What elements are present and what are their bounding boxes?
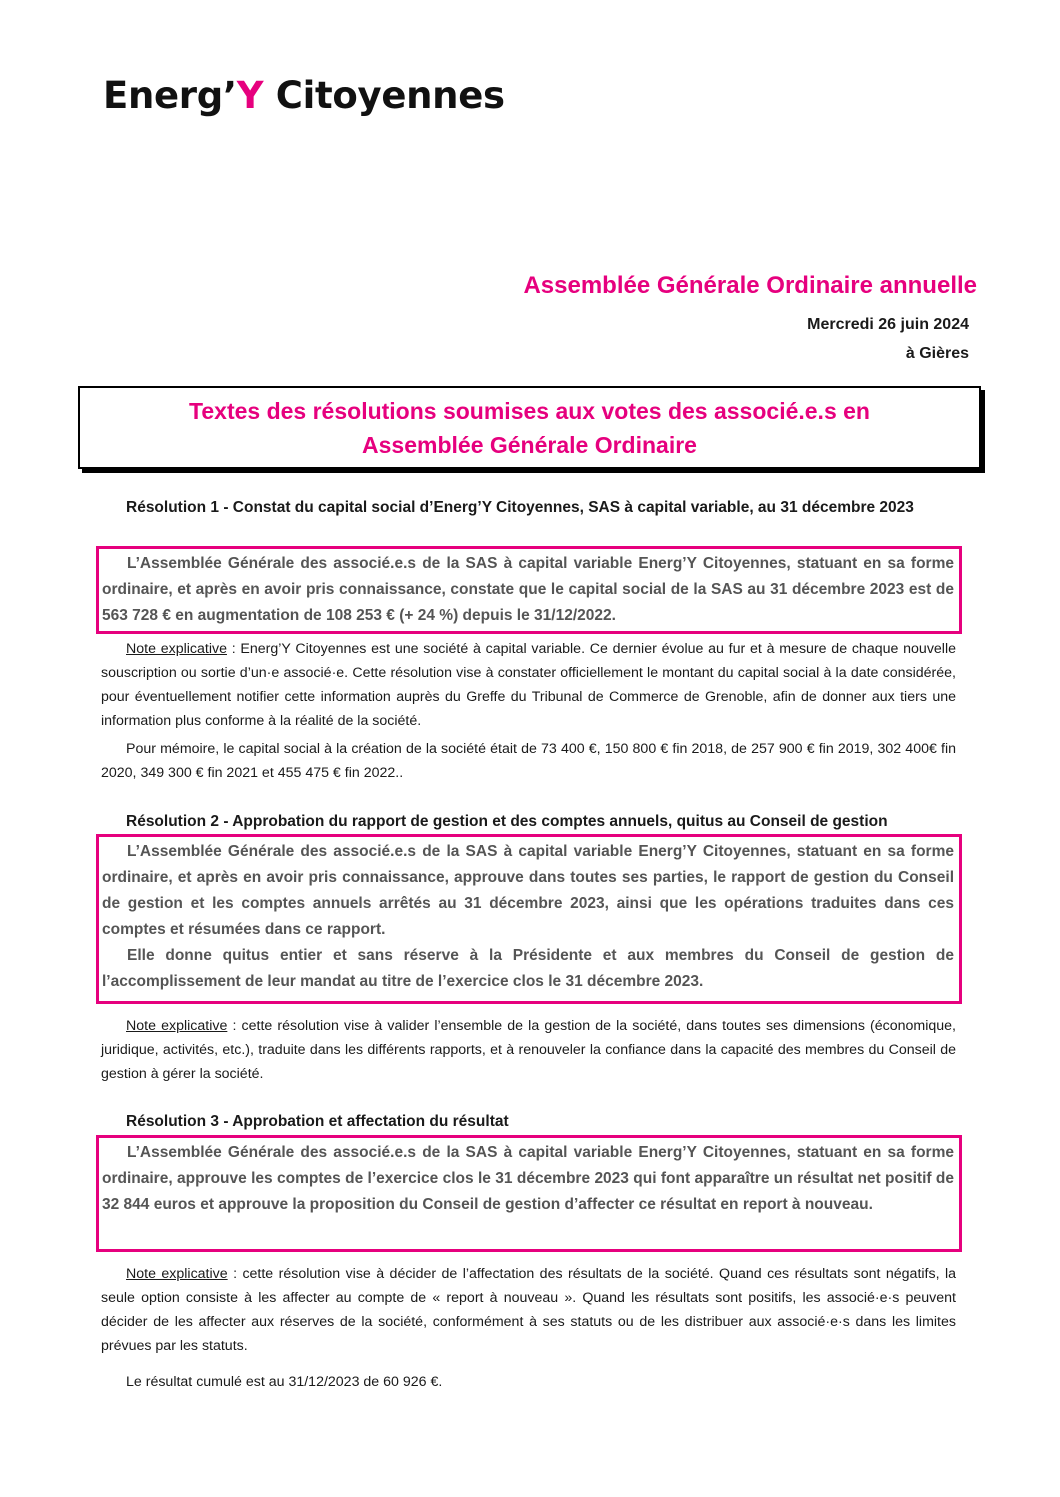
resolution-3-paragraph: L’Assemblée Générale des associé.e.s de la SAS à capital variable Energ’Y Citoyennes, statuant en sa forme ordinaire, approuve les comptes de l’exercice clos le 31 décembre 2023 qui font apparaître un résultat net positif de 32 844 euros et approuve la proposition du Conseil de gestion d’affecter ce résultat en report à nouveau. bbox=[102, 1144, 954, 1213]
banner-line-1: Textes des résolutions soumises aux votes des associé.e.s en bbox=[189, 397, 870, 424]
note-text: : cette résolution vise à décider de l’affectation des résultats de la société. Quand ces résultats sont négatifs, la seule option consiste à les affecter au compte de « report à nouveau ». Quand les résultats sont positifs, les associé·e·s peuvent décider de les affecter aux réserves de la société, conformément à ses statuts ou de les distribuer aux associé·e·s dans les limites prévues par les statuts. bbox=[101, 1266, 956, 1354]
resolution-1-note bbox=[101, 637, 956, 785]
assembly-title: Assemblée Générale Ordinaire annuelle bbox=[523, 272, 977, 299]
resolution-2-note bbox=[101, 1014, 956, 1086]
cumulative-result: Le résultat cumulé est au 31/12/2023 de 60 926 €. bbox=[126, 1374, 443, 1390]
logo-text-energ: Energ’ bbox=[103, 74, 237, 117]
resolution-2-text-box bbox=[96, 834, 962, 1004]
assembly-date: Mercredi 26 juin 2024 bbox=[807, 316, 969, 333]
note-history: Pour mémoire, le capital social à la création de la société était de 73 400 €, 150 800 € fin 2018, de 257 900 € fin 2019, 302 400€ fin 2020, 349 300 € fin 2021 et 455 475 € fin 2022.. bbox=[101, 741, 956, 781]
resolution-2-paragraph-1: L’Assemblée Générale des associé.e.s de la SAS à capital variable Energ’Y Citoyennes, statuant en sa forme ordinaire, et après en avoir pris connaissance, approuve dans toutes ses parties, le rapport de gestion du Conseil de gestion et les comptes annuels arrêtés au 31 décembre 2023, ainsi que les opérations traduites dans ces comptes et résumées dans ce rapport. bbox=[102, 843, 954, 938]
logo bbox=[103, 74, 505, 117]
resolution-1-title: Résolution 1 - Constat du capital social d’Energ’Y Citoyennes, SAS à capital variable, au 31 décembre 2023 bbox=[126, 499, 914, 516]
resolution-3-text-box bbox=[96, 1135, 962, 1252]
resolution-3-note bbox=[101, 1262, 956, 1394]
note-label: Note explicative bbox=[126, 1266, 228, 1282]
logo-text-citoyennes: Citoyennes bbox=[263, 74, 505, 117]
note-text: : cette résolution vise à valider l’ensemble de la gestion de la société, dans toutes ses dimensions (économique, juridique, activités, etc.), traduite dans les différents rapports, et à renouveler la confiance dans la capacité des membres du Conseil de gestion à gérer la société. bbox=[101, 1018, 956, 1082]
note-label: Note explicative bbox=[126, 1018, 228, 1034]
resolution-3-title: Résolution 3 - Approbation et affectation du résultat bbox=[126, 1113, 509, 1130]
resolution-2-title: Résolution 2 - Approbation du rapport de gestion et des comptes annuels, quitus au Conseil de gestion bbox=[126, 813, 888, 830]
document-title-banner bbox=[78, 386, 981, 469]
note-label: Note explicative bbox=[126, 641, 227, 657]
resolution-2-paragraph-2: Elle donne quitus entier et sans réserve à la Présidente et aux membres du Conseil de gestion de l’accomplissement de leur mandat au titre de l’exercice clos le 31 décembre 2023. bbox=[102, 947, 954, 990]
logo-text-y: Y bbox=[236, 74, 264, 117]
banner-line-2: Assemblée Générale Ordinaire bbox=[362, 431, 697, 458]
note-text: : Energ’Y Citoyennes est une société à capital variable. Ce dernier évolue au fur et à mesure de chaque nouvelle souscription ou sortie d’un·e associé·e. Cette résolution vise à constater officiellement le montant du capital social à la date considérée, pour éventuellement notifier cette information auprès du Greffe du Tribunal de Commerce de Grenoble, afin de donner aux tiers une information plus conforme à la réalité de la société. bbox=[101, 641, 956, 729]
resolution-1-paragraph: L’Assemblée Générale des associé.e.s de la SAS à capital variable Energ’Y Citoyennes, statuant en sa forme ordinaire, et après en avoir pris connaissance, constate que le capital social de la SAS au 31 décembre 2023 est de 563 728 € en augmentation de 108 253 € (+ 24 %) depuis le 31/12/2022. bbox=[102, 555, 954, 624]
resolution-1-text-box bbox=[96, 546, 962, 634]
assembly-place: à Gières bbox=[905, 345, 969, 362]
